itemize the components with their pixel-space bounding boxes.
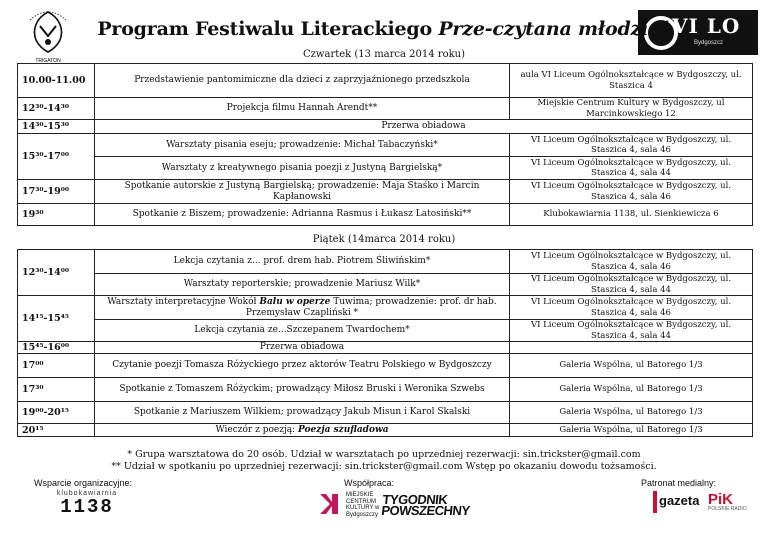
place-cell: Galeria Wspólna, ul Batorego 1/3	[510, 378, 753, 402]
gazeta-bar	[653, 491, 657, 513]
time-cell: 17⁰⁰	[18, 354, 95, 378]
table-row	[18, 354, 753, 378]
klubokawiarnia-1138-logo	[52, 490, 122, 518]
place-cell: VI Liceum Ogólnokształcące w Bydgoszczy, ul. Staszica 4, sala 46	[510, 296, 753, 320]
title-plain: Program Festiwalu Literackiego	[97, 18, 439, 40]
time-cell: 12³⁰-14⁰⁰	[18, 250, 95, 296]
media-label: Patronat medialny:	[641, 478, 717, 488]
table-row	[18, 342, 753, 354]
event-cell	[95, 296, 510, 320]
day1-heading: Czwartek (13 marca 2014 roku)	[303, 49, 465, 60]
table-row	[18, 274, 753, 296]
time-cell: 12³⁰-14³⁰	[18, 98, 95, 120]
place-cell: Galeria Wspólna, ul Batorego 1/3	[510, 424, 753, 437]
footnotes	[0, 449, 768, 473]
pik-small: POLSKIE RADIO	[708, 506, 747, 512]
festival-logo-caption: TRIGATON	[35, 58, 61, 64]
table-row	[18, 64, 753, 98]
time-cell: 20¹⁵	[18, 424, 95, 437]
gazeta-text: gazeta	[659, 493, 700, 508]
page-title	[0, 18, 768, 40]
place-cell: Galeria Wspólna, ul Batorego 1/3	[510, 402, 753, 424]
footnote-1: * Grupa warsztatowa do 20 osób. Udział w warsztatach po uprzedniej rezerwacji: sin.trickster@gmail.com	[127, 449, 641, 460]
place-cell	[510, 342, 753, 354]
cooperation-label: Współpraca:	[344, 478, 395, 488]
event-title-em: Balu w operze	[259, 296, 331, 307]
event-cell: Spotkanie z Biszem; prowadzenie: Adrianna Rasmus i Łukasz Latosiński**	[95, 204, 510, 226]
time-cell: 17³⁰	[18, 378, 95, 402]
time-cell: 15³⁰-17⁰⁰	[18, 134, 95, 180]
event-cell: Czytanie poezji Tomasza Różyckiego przez aktorów Teatru Polskiego w Bydgoszczy	[95, 354, 510, 378]
table-row	[18, 120, 753, 134]
k1138-club: klubokawiarnia	[56, 490, 118, 497]
event-cell: Lekcja czytania ze...Szczepanem Twardochem*	[95, 320, 510, 342]
table-row	[18, 204, 753, 226]
table-row	[18, 320, 753, 342]
table-row	[18, 157, 753, 180]
event-text: Tuwima; prowadzenie: prof. dr hab. Przemysław Czapliński *	[245, 296, 497, 318]
event-cell: Przerwa obiadowa	[95, 120, 753, 134]
place-cell: VI Liceum Ogólnokształcące w Bydgoszczy, ul. Staszica 4, sala 44	[510, 320, 753, 342]
event-text: Wieczór z poezją:	[215, 424, 298, 435]
place-cell: aula VI Liceum Ogólnokształcące w Bydgoszczy, ul. Staszica 4	[510, 64, 753, 98]
time-cell: 19³⁰	[18, 204, 95, 226]
table-row	[18, 378, 753, 402]
place-cell: VI Liceum Ogólnokształcące w Bydgoszczy, ul. Staszica 4, sala 46	[510, 250, 753, 274]
place-cell: VI Liceum Ogólnokształcące w Bydgoszczy, ul. Staszica 4, sala 44	[510, 274, 753, 296]
day1-table	[17, 63, 753, 226]
table-row	[18, 134, 753, 157]
footnote-2: ** Udział w spotkaniu po uprzedniej rezerwacji: sin.trickster@gmail.com Wstęp po okazaniu dowodu tożsamości.	[111, 461, 657, 472]
event-text: Warsztaty interpretacyjne Wokół	[107, 296, 260, 307]
event-cell: Spotkanie z Tomaszem Różyckim; prowadzący Miłosz Bruski i Weronika Szwebs	[95, 378, 510, 402]
event-cell: Projekcja filmu Hannah Arendt**	[95, 98, 510, 120]
table-row	[18, 424, 753, 437]
support-label: Wsparcie organizacyjne:	[34, 478, 133, 488]
time-cell: 17³⁰-19⁰⁰	[18, 180, 95, 204]
place-cell: Klubokawiarnia 1138, ul. Sienkiewicza 6	[510, 204, 753, 226]
event-cell: Warsztaty reporterskie; prowadzenie Mariusz Wilk*	[95, 274, 510, 296]
k1138-num: 1138	[60, 496, 114, 518]
vi-lo-text: VI LO	[672, 14, 741, 38]
time-cell: 14¹⁵-15⁴⁵	[18, 296, 95, 342]
table-row	[18, 180, 753, 204]
pik-logo	[708, 491, 747, 512]
place-cell: VI Liceum Ogólnokształcące w Bydgoszczy, ul. Staszica 4, sala 46	[510, 180, 753, 204]
event-cell: Spotkanie z Mariuszem Wilkiem; prowadzący Jakub Misun i Karol Skalski	[95, 402, 510, 424]
mck-logo-icon	[318, 492, 342, 516]
time-cell: 10.00-11.00	[18, 64, 95, 98]
day2-heading: Piątek (14marca 2014 roku)	[312, 234, 456, 245]
time-cell: 19⁰⁰-20¹⁵	[18, 402, 95, 424]
gazeta-logo	[653, 491, 701, 513]
tygodnik-powszechny-logo: TYGODNIK POWSZECHNY	[380, 492, 471, 518]
table-row	[18, 250, 753, 274]
table-row	[18, 98, 753, 120]
event-cell: Przedstawienie pantomimiczne dla dzieci z zaprzyjaźnionego przedszkola	[95, 64, 510, 98]
place-cell: Galeria Wspólna, ul Batorego 1/3	[510, 354, 753, 378]
time-cell: 14³⁰-15³⁰	[18, 120, 95, 134]
mck-text: MIEJSKIE CENTRUM KULTURY w Bydgoszczy	[346, 492, 380, 518]
event-cell: Przerwa obiadowa	[95, 342, 510, 354]
time-cell: 15⁴⁵-16⁰⁰	[18, 342, 95, 354]
event-cell: Spotkanie autorskie z Justyną Bargielską; prowadzenie: Maja Staśko i Marcin Kapłanowski	[95, 180, 510, 204]
event-cell: Warsztaty pisania eseju; prowadzenie: Michał Tabaczyński*	[95, 134, 510, 157]
vi-lo-sub: Bydgoszcz	[694, 40, 724, 46]
title-italic: Prze-czytana młodzież	[438, 18, 671, 40]
day2-table	[17, 249, 753, 437]
table-row	[18, 402, 753, 424]
place-cell: Miejskie Centrum Kultury w Bydgoszczy, ul Marcinkowskiego 12	[510, 98, 753, 120]
event-cell	[95, 424, 510, 437]
table-row	[18, 296, 753, 320]
pik-text: PiK	[708, 491, 734, 508]
event-title-em: Poezja szufladowa	[298, 424, 389, 435]
place-cell: VI Liceum Ogólnokształcące w Bydgoszczy, ul. Staszica 4, sala 46	[510, 134, 753, 157]
event-cell: Warsztaty z kreatywnego pisania poezji z Justyną Bargielską*	[95, 157, 510, 180]
place-cell: VI Liceum Ogólnokształcące w Bydgoszczy, ul. Staszica 4, sala 44	[510, 157, 753, 180]
event-cell: Lekcja czytania z... prof. drem hab. Piotrem Śliwińskim*	[95, 250, 510, 274]
